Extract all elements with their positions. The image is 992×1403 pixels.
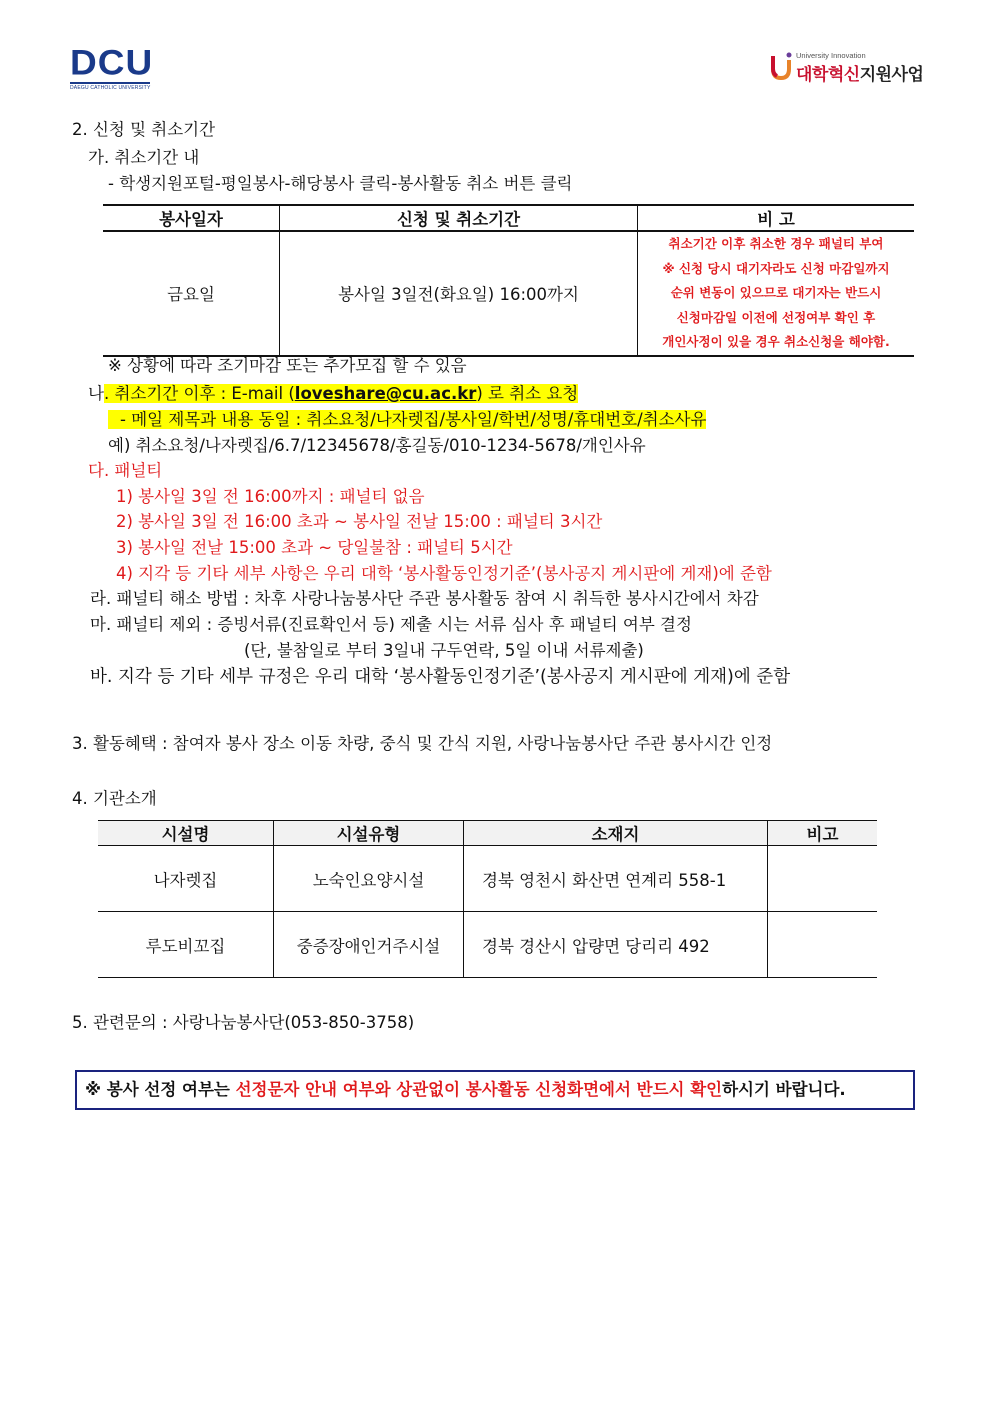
dcu-logo	[70, 44, 152, 92]
notice-part-3: 하시기 바랍니다.	[722, 1080, 846, 1099]
section-5: 5. 관련문의 : 사랑나눔봉사단(053-850-3758)	[72, 1013, 415, 1032]
section-3: 3. 활동혜택 : 참여자 봉사 장소 이동 차량, 중식 및 간식 지원, 사랑나눔봉사단 주관 봉사시간 인정	[72, 734, 773, 753]
dcu-logo-subtitle: DAEGU CATHOLIC UNIVERSITY	[70, 82, 150, 92]
notice-box	[75, 1070, 915, 1110]
col-header-period: 신청 및 취소기간	[280, 205, 638, 231]
remark-line: 취소기간 이후 취소한 경우 패널티 부여	[668, 236, 884, 251]
early-close-note: ※ 상황에 따라 조기마감 또는 추가모집 할 수 있음	[108, 356, 467, 375]
section-2-ba: 바. 지각 등 기타 세부 규정은 우리 대학 ‘봉사활동인정기준’(봉사공지 게시판에 게재)에 준함	[90, 667, 791, 687]
section-2-heading: 2. 신청 및 취소기간	[72, 120, 216, 139]
cell-facility-type: 노숙인요양시설	[274, 846, 464, 912]
section-2-ma: 마. 패널티 제외 : 증빙서류(진료확인서 등) 제출 시는 서류 심사 후 패널티 여부 결정	[90, 615, 692, 634]
notice-part-2: 선정문자 안내 여부와 상관없이 봉사활동 신청화면에서 반드시 확인	[235, 1080, 723, 1099]
col-header-location: 소재지	[464, 821, 768, 846]
email-link[interactable]: loveshare@cu.ac.kr	[294, 384, 477, 403]
section-2-ma-sub: (단, 불참일로 부터 3일내 구두연락, 5일 이내 서류제출)	[244, 641, 644, 660]
cell-period: 봉사일 3일전(화요일) 16:00까지	[280, 231, 638, 356]
col-header-date: 봉사일자	[103, 205, 280, 231]
penalty-item: 4) 지각 등 기타 세부 사항은 우리 대학 ‘봉사활동인정기준’(봉사공지 게시판에 게재)에 준함	[116, 564, 772, 583]
col-header-note: 비고	[768, 821, 878, 846]
penalty-item: 1) 봉사일 3일 전 16:00까지 : 패널티 없음	[116, 487, 425, 506]
cell-day: 금요일	[103, 231, 280, 356]
remark-line: 개인사정이 있을 경우 취소신청을 해야함.	[662, 334, 890, 349]
na-highlight	[104, 384, 578, 403]
logo-main-text	[796, 60, 923, 85]
remark-line: ※ 신청 당시 대기자라도 신청 마감일까지	[662, 260, 890, 276]
section-2-na	[88, 383, 578, 405]
logo-small-text: University Innovation	[796, 51, 866, 60]
section-2-na-sub	[108, 409, 706, 431]
notice-part-1: ※ 봉사 선정 여부는	[85, 1080, 236, 1099]
cell-facility-note	[768, 912, 878, 978]
table-header-row	[98, 821, 877, 846]
cell-facility-name: 나자렛집	[98, 846, 274, 912]
remark-line: 순위 변동이 있으므로 대기자는 반드시	[670, 285, 882, 300]
cell-facility-type: 중증장애인거주시설	[274, 912, 464, 978]
penalty-item: 2) 봉사일 3일 전 16:00 초과 ~ 봉사일 전날 15:00 : 패널티 3시간	[116, 512, 603, 531]
cell-remarks	[638, 231, 915, 356]
facility-table	[98, 820, 877, 978]
col-header-type: 시설유형	[274, 821, 464, 846]
table-row	[98, 912, 877, 978]
cell-facility-location: 경북 영천시 화산면 연계리 558-1	[464, 846, 768, 912]
section-2-example: 예) 취소요청/나자렛집/6.7/12345678/홍길동/010-1234-5678/개인사유	[108, 436, 646, 455]
section-4-heading: 4. 기관소개	[72, 789, 157, 808]
na-prefix: 나	[88, 384, 104, 403]
ui-mark-icon	[770, 52, 792, 80]
cell-facility-note	[768, 846, 878, 912]
section-2-ga: 가. 취소기간 내	[88, 148, 200, 167]
cell-facility-name: 루도비꼬집	[98, 912, 274, 978]
logo-dark-text: 지원사업	[859, 65, 924, 85]
col-header-remarks: 비 고	[638, 205, 915, 231]
cancel-period-table	[103, 204, 914, 357]
section-2-ra: 라. 패널티 해소 방법 : 차후 사랑나눔봉사단 주관 봉사활동 참여 시 취득한 봉사시간에서 차감	[90, 589, 759, 608]
col-header-name: 시설명	[98, 821, 274, 846]
na-sub-highlight: - 메일 제목과 내용 동일 : 취소요청/나자렛집/봉사일/학번/성명/휴대번호/취소사유	[108, 410, 706, 429]
table-row	[103, 231, 914, 356]
penalty-item: 3) 봉사일 전날 15:00 초과 ~ 당일불참 : 패널티 5시간	[116, 538, 513, 557]
table-header-row	[103, 205, 914, 231]
cell-facility-location: 경북 경산시 압량면 당리리 492	[464, 912, 768, 978]
logo-red-text: 대학혁신	[796, 65, 860, 85]
section-2-ga-step: - 학생지원포털-평일봉사-해당봉사 클릭-봉사활동 취소 버튼 클릭	[108, 174, 573, 193]
na-text-1: . 취소기간 이후 : E-mail (	[103, 384, 295, 403]
dcu-logo-letters: DCU	[70, 43, 154, 82]
na-text-2: ) 로 취소 요청	[476, 384, 579, 403]
section-2-da: 다. 패널티	[88, 461, 163, 480]
remark-line: 신청마감일 이전에 선정여부 확인 후	[676, 309, 876, 325]
table-row	[98, 846, 877, 912]
